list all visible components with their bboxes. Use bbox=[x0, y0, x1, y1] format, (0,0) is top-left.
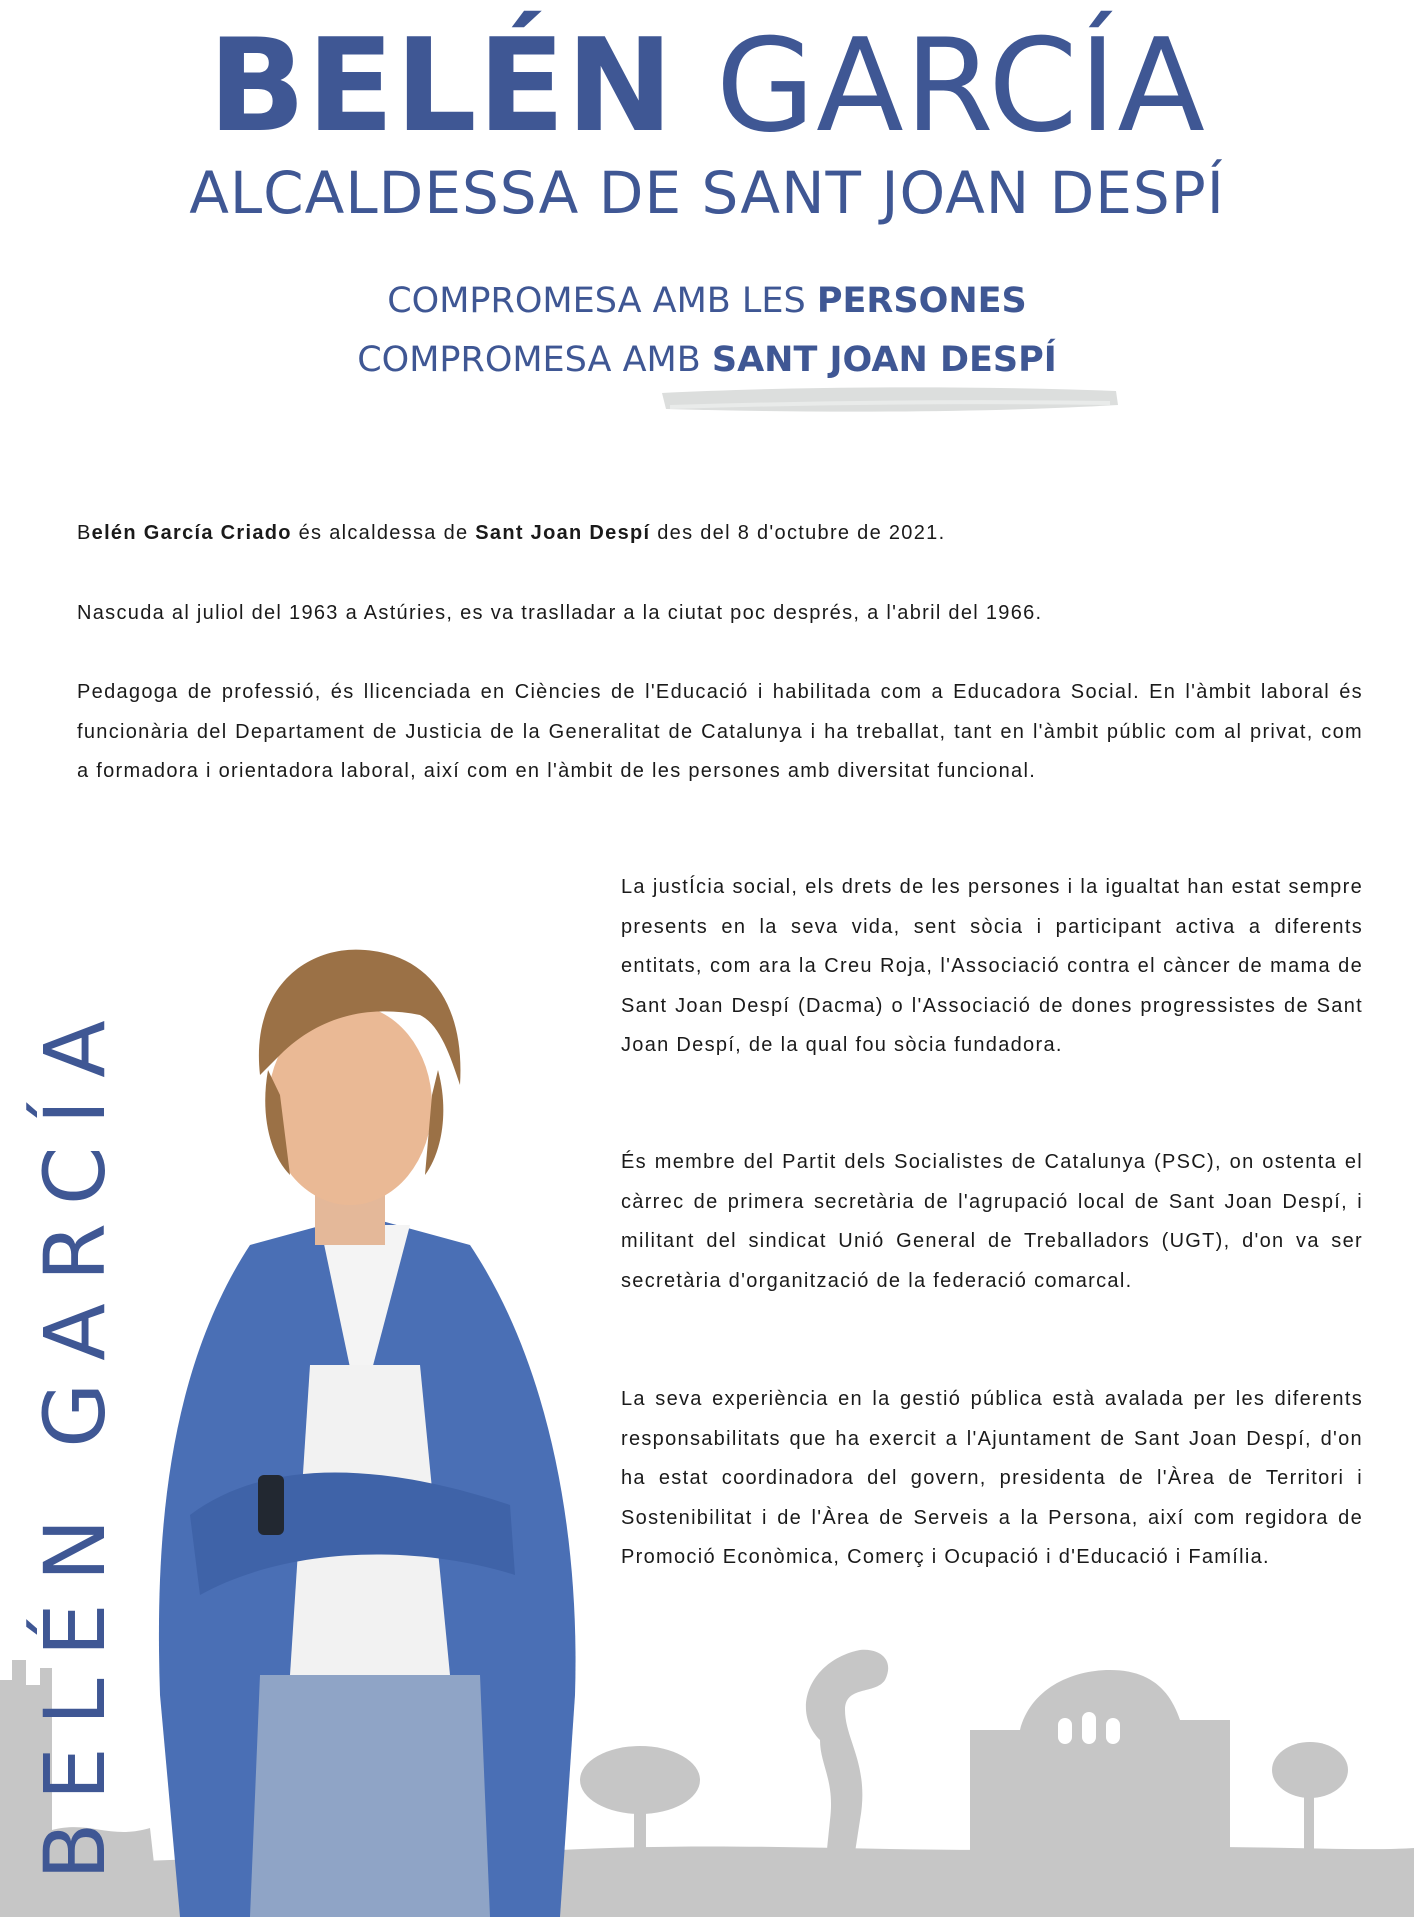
bio-full-name: elén García Criado bbox=[91, 522, 292, 544]
motto-line-1 bbox=[0, 279, 1414, 323]
brush-underline bbox=[660, 383, 1120, 417]
motto-line-2-prefix: COMPROMESA AMB bbox=[357, 340, 712, 380]
bio-paragraph-5: És membre del Partit dels Socialistes de Catalunya (PSC), on ostenta el càrrec de primera secretària de l'agrupació local de Sant Joan Despí, i militant del sindicat Unió General de Treballadors (UGT), d'on va ser secretària d'organització de la federació comarcal. bbox=[621, 1151, 1363, 1292]
bio-paragraph-3: Pedagoga de professió, és llicenciada en Ciències de l'Educació i habilitada com a Educadora Social. En l'àmbit laboral és funcionària del Departament de Justicia de la Generalitat de Catalunya i ha treballat, tant en l'àmbit públic com al privat, com a formadora i orientadora laboral, així com en l'àmbit de les persones amb diversitat funcional. bbox=[77, 681, 1363, 782]
motto-line-1-bold: PERSONES bbox=[816, 281, 1027, 321]
bio-p1-mid: és alcaldessa de bbox=[291, 522, 476, 544]
motto-line-1-prefix: COMPROMESA AMB LES bbox=[387, 281, 817, 321]
bio-place: Sant Joan Despí bbox=[475, 522, 651, 544]
bio-p1-end: des del 8 d'octubre de 2021. bbox=[650, 522, 946, 544]
page-title bbox=[0, 12, 1414, 162]
motto-line-2 bbox=[0, 338, 1414, 382]
bio-paragraph-4: La justÍcia social, els drets de les persones i la igualtat han estat sempre presents en la seva vida, sent sòcia i participant activa a diferents entitats, com ara la Creu Roja, l'Associació contra el càncer de mama de Sant Joan Despí (Dacma) o l'Associació de dones progressistes de Sant Joan Despí, de la qual fou sòcia fundadora. bbox=[621, 876, 1363, 1056]
bio-initial: B bbox=[77, 522, 92, 544]
last-name: GARCÍA bbox=[715, 12, 1206, 161]
vertical-name: BELÉN GARCÍA bbox=[26, 998, 124, 1880]
bio-paragraph-6: La seva experiència en la gestió pública està avalada per les diferents responsabilitats que ha exercit a l'Ajuntament de Sant Joan Despí, d'on ha estat coordinadora del govern, presidenta de l'Àrea de Territori i Sostenibilitat i de l'Àrea de Serveis a la Persona, així com regidora de Promoció Econòmica, Comerç i Ocupació i d'Educació i Família. bbox=[621, 1388, 1363, 1568]
portrait-photo bbox=[120, 895, 610, 1917]
first-name: BELÉN bbox=[208, 12, 675, 161]
bio-paragraph-1 bbox=[77, 514, 1363, 554]
bio-paragraph-2: Nascuda al juliol del 1963 a Astúries, es va traslladar a la ciutat poc després, a l'abril del 1966. bbox=[77, 602, 1043, 624]
motto-line-2-bold: SANT JOAN DESPÍ bbox=[711, 340, 1057, 380]
role-subtitle: ALCALDESSA DE SANT JOAN DESPÍ bbox=[189, 159, 1225, 227]
